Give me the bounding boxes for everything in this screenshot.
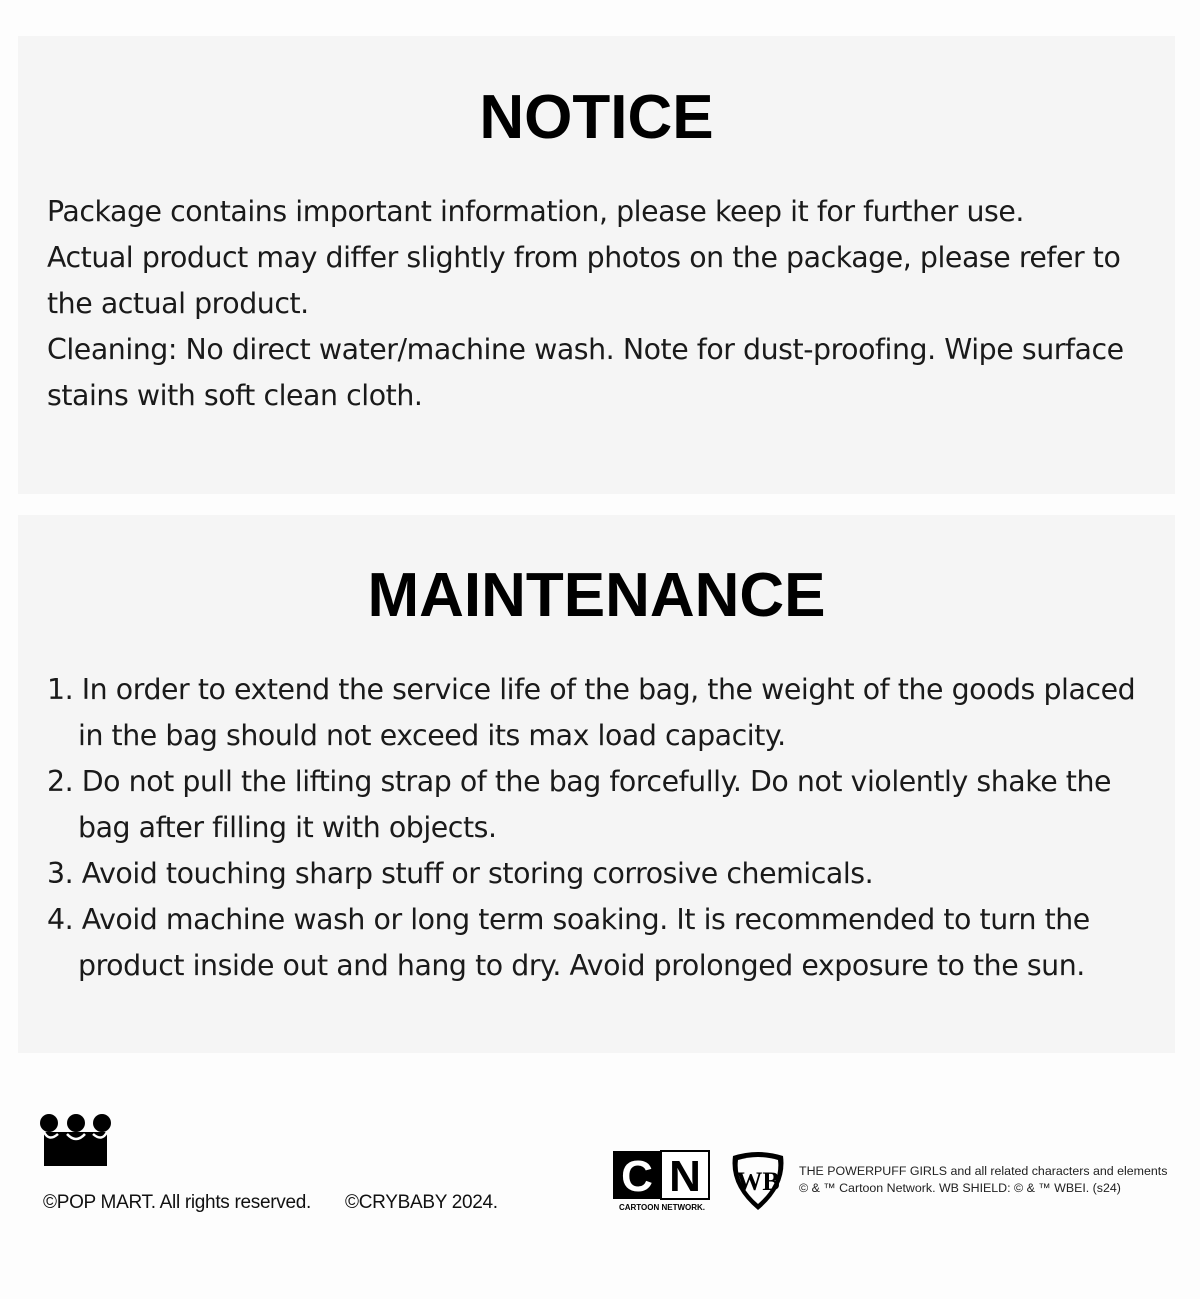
legal-notice bbox=[799, 1163, 1189, 1197]
svg-text:N: N bbox=[669, 1152, 701, 1201]
list-item: 2. Do not pull the lifting strap of the bag forcefully. Do not violently shake the bag after filling it with objects. bbox=[47, 765, 1112, 844]
maintenance-panel bbox=[18, 515, 1175, 1053]
svg-text:C: C bbox=[621, 1152, 653, 1201]
notice-line: Actual product may differ slightly from photos on the package, please refer to the actual product. bbox=[47, 241, 1121, 320]
list-item: 1. In order to extend the service life of the bag, the weight of the goods placed in the bag should not exceed its max load capacity. bbox=[47, 673, 1136, 752]
crybaby-copyright: ©CRYBABY 2024. bbox=[345, 1192, 498, 1213]
notice-line: Cleaning: No direct water/machine wash. Note for dust-proofing. Wipe surface stains with soft clean cloth. bbox=[47, 333, 1124, 412]
list-item: 3. Avoid touching sharp stuff or storing corrosive chemicals. bbox=[47, 857, 874, 890]
cartoon-network-logo-icon bbox=[612, 1150, 712, 1212]
pop-mart-crown-logo-icon bbox=[40, 1112, 112, 1166]
notice-body bbox=[47, 189, 1157, 419]
legal-line: THE POWERPUFF GIRLS and all related characters and elements bbox=[799, 1164, 1168, 1178]
legal-line: © & ™ Cartoon Network. WB SHIELD: © & ™ WBEI. (s24) bbox=[799, 1181, 1121, 1195]
notice-line: Package contains important information, please keep it for further use. bbox=[47, 195, 1024, 228]
notice-title: NOTICE bbox=[479, 83, 714, 152]
notice-panel bbox=[18, 36, 1175, 494]
maintenance-title: MAINTENANCE bbox=[367, 561, 826, 630]
wb-logo-text: WB bbox=[736, 1167, 780, 1196]
cn-logo-text: CARTOON NETWORK. bbox=[618, 1203, 706, 1212]
popmart-copyright: ©POP MART. All rights reserved. bbox=[43, 1192, 311, 1213]
list-item: 4. Avoid machine wash or long term soaking. It is recommended to turn the product inside out and hang to dry. Avoid prolonged exposure to the sun. bbox=[47, 903, 1090, 982]
maintenance-list bbox=[47, 667, 1165, 989]
wb-shield-logo-icon bbox=[727, 1150, 789, 1212]
